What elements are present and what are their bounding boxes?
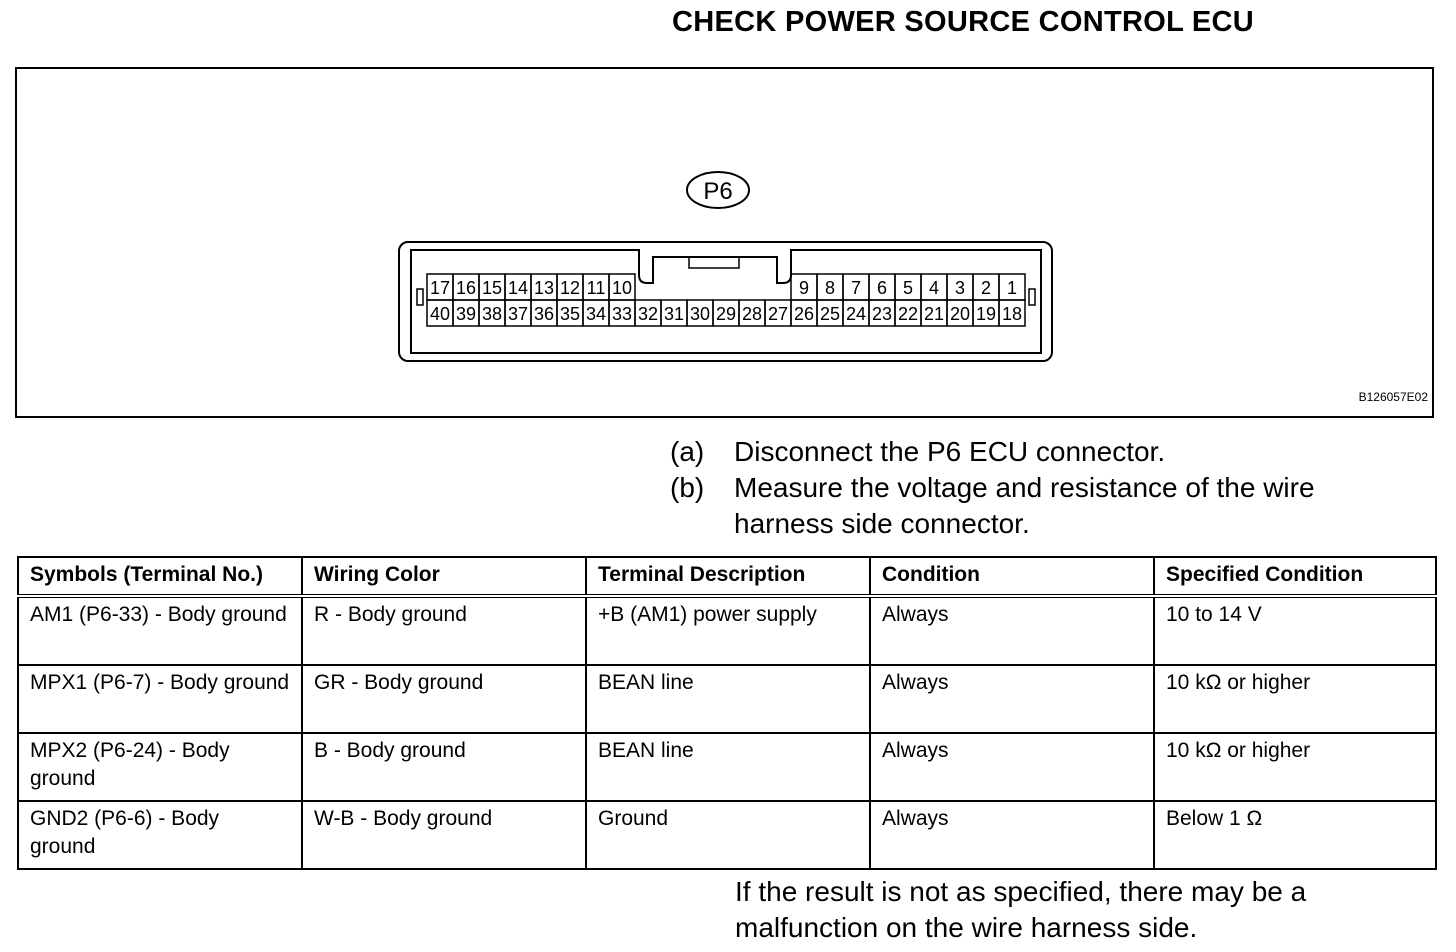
header-wiring-color: Wiring Color [302,557,586,596]
step-letter: (a) [670,436,705,467]
cell-terminal-description: BEAN line [586,733,870,801]
pin-number: 1 [1006,278,1018,298]
pin-number: 32 [637,304,659,324]
pin-number: 23 [871,304,893,324]
pin-number: 3 [954,278,966,298]
step-letter: (b) [670,472,705,503]
pin-number: 19 [975,304,997,324]
pin-number: 2 [980,278,992,298]
pin-number: 13 [533,278,555,298]
pin-number: 31 [663,304,685,324]
pin-number: 17 [429,278,451,298]
pin-number: 16 [455,278,477,298]
cell-wiring-color: B - Body ground [302,733,586,801]
connector-figure [15,67,1434,418]
cell-symbols: GND2 (P6-6) - Body ground [18,801,302,869]
pin-number: 9 [798,278,810,298]
pin-number: 35 [559,304,581,324]
header-specified-condition: Specified Condition [1154,557,1436,596]
pin-number: 10 [611,278,633,298]
connector-label: P6 [703,178,733,205]
pin-number: 21 [923,304,945,324]
figure-id: B126057E02 [1358,390,1428,404]
step-text: Disconnect the P6 ECU connector. [734,436,1166,467]
pin-number: 20 [949,304,971,324]
pin-number: 33 [611,304,633,324]
pin-number: 18 [1001,304,1023,324]
pin-number: 14 [507,278,529,298]
pin-number: 15 [481,278,503,298]
table-row [18,733,1436,801]
pin-number: 40 [429,304,451,324]
cell-terminal-description: BEAN line [586,665,870,733]
header-condition: Condition [870,557,1154,596]
connector-housing-outer [399,242,1052,361]
connector-side-tab-right [1029,289,1035,305]
cell-wiring-color: W-B - Body ground [302,801,586,869]
pin-number: 27 [767,304,789,324]
pin-number: 29 [715,304,737,324]
header-symbols: Symbols (Terminal No.) [18,557,302,596]
cell-wiring-color: R - Body ground [302,596,586,665]
cell-terminal-description: +B (AM1) power supply [586,596,870,665]
cell-condition: Always [870,596,1154,665]
table-header-row [18,557,1436,596]
pin-number: 36 [533,304,555,324]
pin-number: 39 [455,304,477,324]
result-note: If the result is not as specified, there may be a malfunction on the wire harness side. [735,876,1307,943]
pin-number: 24 [845,304,867,324]
pin-number: 8 [824,278,836,298]
cell-specified-condition: 10 kΩ or higher [1154,665,1436,733]
cell-symbols: MPX1 (P6-7) - Body ground [18,665,302,733]
pin-number: 12 [559,278,581,298]
pin-number: 30 [689,304,711,324]
cell-condition: Always [870,801,1154,869]
cell-wiring-color: GR - Body ground [302,665,586,733]
procedure-steps [670,434,1374,542]
table-row [18,801,1436,869]
pin-number: 34 [585,304,607,324]
connector-side-tab-left [417,289,423,305]
pin-number: 38 [481,304,503,324]
cell-condition: Always [870,665,1154,733]
cell-terminal-description: Ground [586,801,870,869]
cell-symbols: AM1 (P6-33) - Body ground [18,596,302,665]
cell-specified-condition: 10 to 14 V [1154,596,1436,665]
pin-number: 37 [507,304,529,324]
pin-number: 6 [876,278,888,298]
cell-condition: Always [870,733,1154,801]
connector-latch [689,257,739,268]
connector-diagram [17,69,1432,416]
pin-number: 26 [793,304,815,324]
pin-number: 22 [897,304,919,324]
header-terminal-description: Terminal Description [586,557,870,596]
pin-grid [427,274,1025,326]
cell-specified-condition: Below 1 Ω [1154,801,1436,869]
pin-number: 25 [819,304,841,324]
table-row [18,596,1436,665]
pin-number: 5 [902,278,914,298]
page-title: CHECK POWER SOURCE CONTROL ECU [672,6,1255,38]
pin-number: 4 [928,278,940,298]
step-a [670,434,1374,470]
table-row [18,665,1436,733]
pin-number: 28 [741,304,763,324]
cell-symbols: MPX2 (P6-24) - Body ground [18,733,302,801]
step-b [670,470,1374,542]
pin-number: 11 [586,278,606,298]
step-text: Measure the voltage and resistance of the wire harness side connector. [734,472,1315,539]
cell-specified-condition: 10 kΩ or higher [1154,733,1436,801]
specification-table [17,556,1437,870]
pin-number: 7 [850,278,862,298]
